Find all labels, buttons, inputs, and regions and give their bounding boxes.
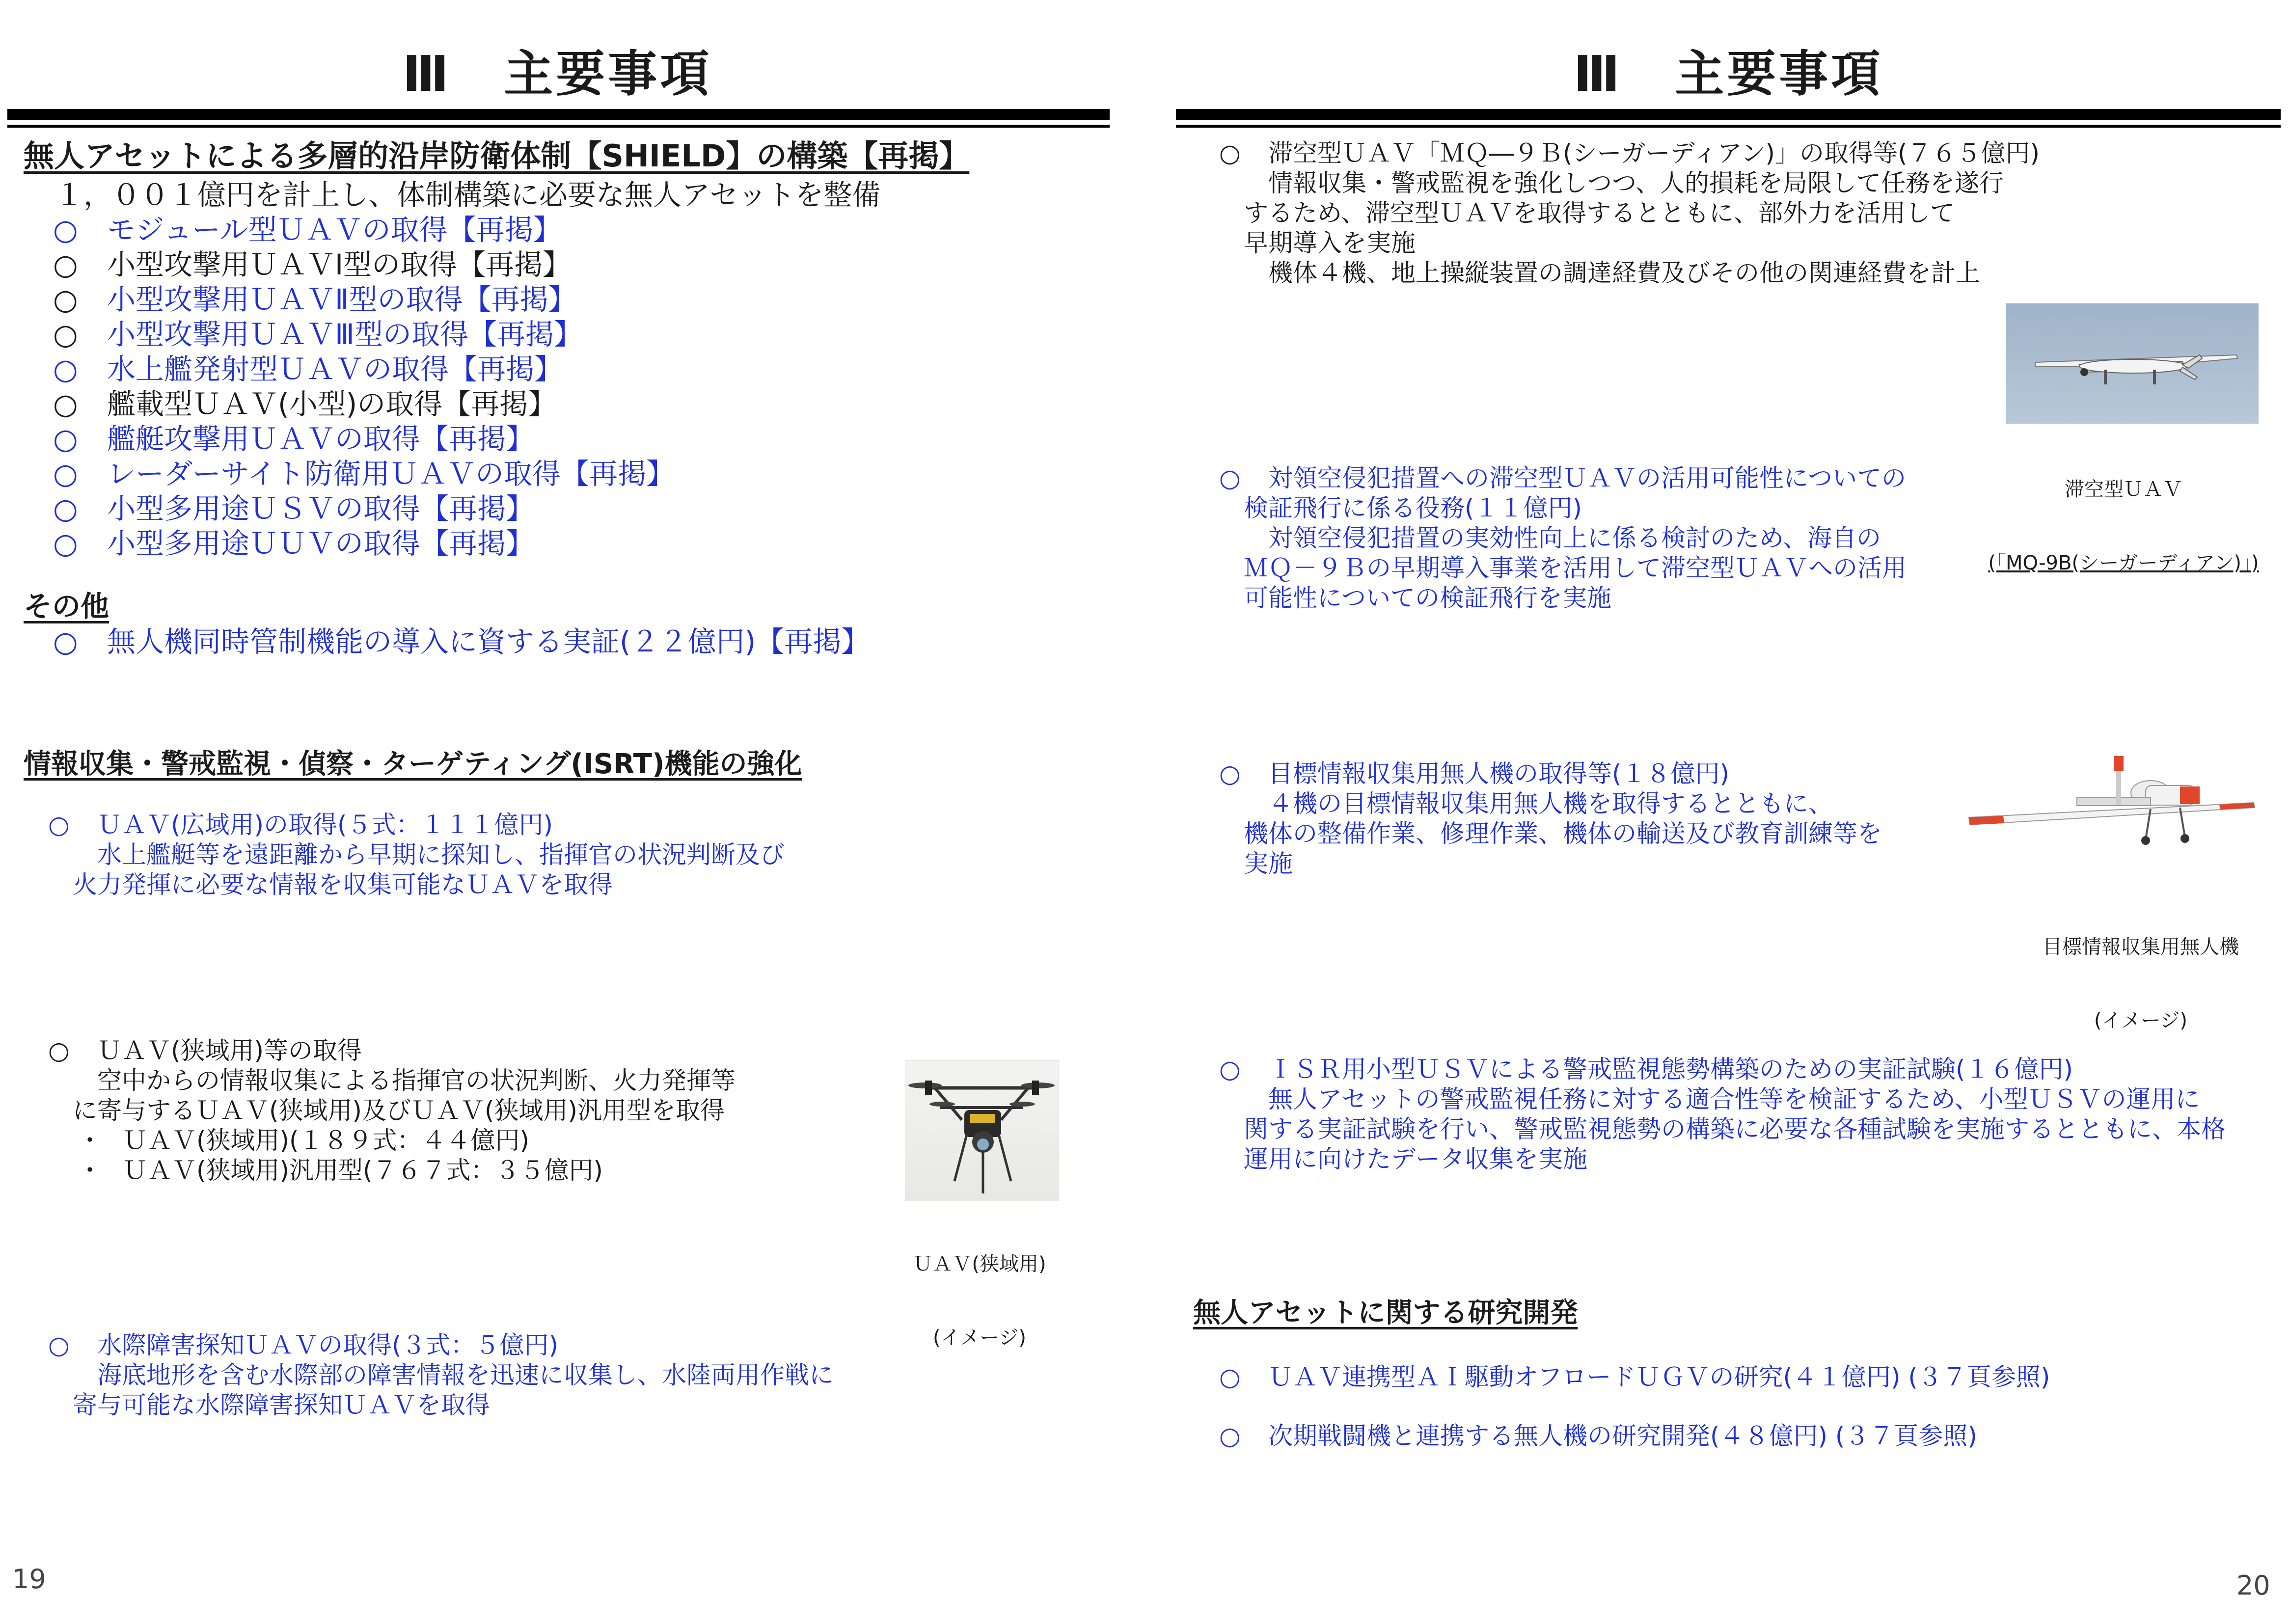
shield-item-text: 艦載型ＵＡＶ(小型)の取得【再掲】 bbox=[107, 387, 557, 421]
caption-line: 目標情報収集用無人機 bbox=[2043, 936, 2239, 958]
target-drone-line: ４機の目標情報収集用無人機を取得するとともに、 bbox=[1268, 789, 1833, 818]
bullet-icon: ○ bbox=[53, 457, 78, 490]
other-heading: その他 bbox=[24, 590, 109, 623]
right-title-rule-thin bbox=[1176, 125, 2281, 128]
isr-usv-line: 無人アセットの警戒監視任務に対する適合性等を検証するため、小型ＵＳＶの運用に bbox=[1268, 1085, 2200, 1113]
isr-usv-block bbox=[1219, 1055, 2226, 1174]
verification-title-line: 検証飛行に係る役務(１１億円) bbox=[1244, 494, 1582, 522]
mq9b-line: 情報収集・警戒監視を強化しつつ、人的損耗を局限して任務を遂行 bbox=[1268, 169, 2004, 197]
mq9b-title-text: 滞空型ＵＡＶ「ＭＱ―９Ｂ(シーガーディアン)」の取得等(７６５億円) bbox=[1268, 139, 2040, 167]
target-drone-line: 実施 bbox=[1244, 849, 1293, 878]
target-drone-block bbox=[1219, 759, 1882, 879]
dot-bullet-icon: ・ bbox=[78, 1126, 102, 1155]
uav-littoral-block bbox=[48, 1330, 834, 1420]
research-item-text: 次期戦闘機と連携する無人機の研究開発(４８億円) (３７頁参照) bbox=[1268, 1422, 1977, 1450]
mq9b-title bbox=[1219, 138, 2040, 168]
uav-narrow-line: に寄与するＵＡＶ(狭域用)及びＵＡＶ(狭域用)汎用型を取得 bbox=[73, 1096, 725, 1125]
shield-item bbox=[53, 387, 675, 422]
shield-item-text: 小型攻撃用ＵＡＶⅠ型の取得【再掲】 bbox=[107, 248, 572, 281]
other-item-text: 無人機同時管制機能の導入に資する実証(２２億円)【再掲】 bbox=[107, 625, 870, 658]
uav-wide-title-text: ＵＡＶ(広域用)の取得(５式：１１１億円) bbox=[97, 811, 553, 839]
mq9b-line: 早期導入を実施 bbox=[1244, 229, 1416, 257]
bullet-icon: ○ bbox=[53, 318, 78, 351]
shield-item bbox=[53, 317, 675, 352]
shield-item bbox=[53, 526, 675, 561]
right-page-title: Ⅲ 主要事項 bbox=[1573, 45, 1883, 103]
uav-littoral-title-text: 水際障害探知ＵＡＶの取得(３式：５億円) bbox=[97, 1331, 559, 1359]
verification-line: 可能性についての検証飛行を実施 bbox=[1244, 584, 1611, 612]
quadcopter-drone-icon bbox=[905, 1061, 1059, 1201]
bullet-icon: ○ bbox=[53, 387, 78, 421]
isrt-heading: 情報収集・警戒監視・偵察・ターゲティング(ISRT)機能の強化 bbox=[24, 748, 802, 780]
shield-item-text: 艦艇攻撃用ＵＡＶの取得【再掲】 bbox=[107, 422, 535, 456]
target-drone-title bbox=[1219, 759, 1882, 789]
bullet-icon: ○ bbox=[48, 1036, 70, 1065]
left-page-title: Ⅲ 主要事項 bbox=[402, 45, 712, 103]
uav-wide-line: 火力発揮に必要な情報を収集可能なＵＡＶを取得 bbox=[73, 870, 613, 899]
shield-summary: １，００１億円を計上し、体制構築に必要な無人アセットを整備 bbox=[55, 178, 881, 212]
left-title-rule bbox=[7, 109, 1110, 120]
bullet-icon: ○ bbox=[1219, 1422, 1241, 1450]
uav-littoral-title bbox=[48, 1330, 834, 1360]
research-item-text: ＵＡＶ連携型ＡＩ駆動オフロードＵＧＶの研究(４１億円) (３７頁参照) bbox=[1268, 1363, 2050, 1391]
verification-line: 対領空侵犯措置の実効性向上に係る検討のため、海自の bbox=[1268, 524, 1881, 552]
shield-item-text: 水上艦発射型ＵＡＶの取得【再掲】 bbox=[107, 352, 563, 386]
uav-narrow-title-text: ＵＡＶ(狭域用)等の取得 bbox=[97, 1036, 362, 1065]
caption-line: (イメージ) bbox=[2094, 1009, 2187, 1032]
quadcopter-caption bbox=[874, 1203, 1085, 1375]
research-heading: 無人アセットに関する研究開発 bbox=[1193, 1297, 1578, 1329]
bullet-icon: ○ bbox=[53, 352, 78, 386]
shield-item bbox=[53, 457, 675, 491]
left-title-rule-thin bbox=[7, 125, 1110, 128]
mq9b-caption bbox=[1957, 428, 2289, 600]
bullet-icon: ○ bbox=[53, 625, 78, 658]
bullet-icon: ○ bbox=[53, 422, 78, 456]
right-title-rule bbox=[1176, 109, 2281, 120]
shield-item bbox=[53, 282, 675, 317]
right-page-number: 20 bbox=[2236, 1570, 2270, 1601]
isr-usv-title bbox=[1219, 1055, 2226, 1084]
shield-item-list bbox=[53, 213, 675, 561]
left-page-number: 19 bbox=[12, 1564, 46, 1595]
verification-line: ＭＱ－９Ｂの早期導入事業を活用して滞空型ＵＡＶへの活用 bbox=[1244, 554, 1907, 582]
mq9b-image bbox=[2006, 303, 2259, 424]
research-item bbox=[1219, 1421, 1977, 1451]
isr-usv-title-text: ＩＳＲ用小型ＵＳＶによる警戒監視態勢構築のための実証試験(１６億円) bbox=[1268, 1055, 2073, 1083]
target-drone-aircraft-icon bbox=[1964, 746, 2259, 859]
shield-item bbox=[53, 422, 675, 457]
caption-line: (「MQ-9B(シーガーディアン)」) bbox=[1988, 552, 2259, 574]
mq9b-line: するため、滞空型ＵＡＶを取得するとともに、部外力を活用して bbox=[1244, 199, 1955, 227]
uav-littoral-line: 寄与可能な水際障害探知ＵＡＶを取得 bbox=[73, 1391, 490, 1419]
shield-item bbox=[53, 247, 675, 282]
isr-usv-line: 関する実証試験を行い、警戒監視態勢の構築に必要な各種試験を実施するとともに、本格 bbox=[1244, 1115, 2226, 1143]
bullet-icon: ○ bbox=[1219, 464, 1241, 492]
uav-littoral-line: 海底地形を含む水際部の障害情報を迅速に収集し、水陸両用作戦に bbox=[97, 1361, 834, 1389]
uav-wide-block bbox=[48, 810, 785, 900]
uav-narrow-sub-text: ＵＡＶ(狭域用)汎用型(７６７式：３５億円) bbox=[123, 1156, 603, 1185]
shield-item-text: 小型攻撃用ＵＡＶⅢ型の取得【再掲】 bbox=[107, 318, 582, 351]
shield-item bbox=[53, 491, 675, 526]
bullet-icon: ○ bbox=[48, 811, 70, 839]
isr-usv-line: 運用に向けたデータ収集を実施 bbox=[1244, 1145, 1587, 1173]
bullet-icon: ○ bbox=[53, 492, 78, 525]
bullet-icon: ○ bbox=[1219, 759, 1241, 788]
target-drone-caption bbox=[2003, 886, 2278, 1057]
mq9b-aircraft-icon bbox=[2006, 303, 2259, 424]
target-drone-line: 機体の整備作業、修理作業、機体の輸送及び教育訓練等を bbox=[1244, 819, 1882, 848]
shield-heading: 無人アセットによる多層的沿岸防衛体制【SHIELD】の構築【再掲】 bbox=[24, 138, 970, 174]
uav-wide-line: 水上艦艇等を遠距離から早期に探知し、指揮官の状況判断及び bbox=[97, 840, 785, 869]
bullet-icon: ○ bbox=[53, 527, 78, 560]
uav-narrow-block bbox=[48, 1036, 736, 1186]
shield-item-text: モジュール型ＵＡＶの取得【再掲】 bbox=[107, 213, 562, 246]
shield-item-text: レーダーサイト防衛用ＵＡＶの取得【再掲】 bbox=[107, 457, 675, 490]
target-drone-image bbox=[1964, 746, 2259, 859]
bullet-icon: ○ bbox=[1219, 1363, 1241, 1391]
uav-narrow-title bbox=[48, 1036, 736, 1066]
verification-title-text: 対領空侵犯措置への滞空型ＵＡＶの活用可能性についての bbox=[1268, 464, 1906, 492]
dot-bullet-icon: ・ bbox=[78, 1156, 102, 1185]
uav-narrow-line: 空中からの情報収集による指揮官の状況判断、火力発揮等 bbox=[97, 1066, 736, 1095]
verification-block bbox=[1219, 463, 1907, 613]
caption-line: ＵＡＶ(狭域用) bbox=[913, 1253, 1046, 1275]
bullet-icon: ○ bbox=[53, 213, 78, 246]
bullet-icon: ○ bbox=[1219, 1055, 1241, 1083]
uav-narrow-sub-item bbox=[48, 1126, 736, 1156]
shield-item-text: 小型多用途ＵＳＶの取得【再掲】 bbox=[107, 492, 535, 525]
shield-item bbox=[53, 213, 675, 247]
mq9b-block bbox=[1219, 138, 2040, 288]
verification-title bbox=[1219, 463, 1907, 493]
bullet-icon: ○ bbox=[1219, 139, 1241, 167]
caption-line: (イメージ) bbox=[932, 1326, 1026, 1349]
mq9b-line: 機体４機、地上操縦装置の調達経費及びその他の関連経費を計上 bbox=[1268, 259, 1980, 287]
shield-item bbox=[53, 352, 675, 387]
bullet-icon: ○ bbox=[53, 248, 78, 281]
quadcopter-image bbox=[905, 1060, 1059, 1201]
uav-narrow-sub-item bbox=[48, 1156, 736, 1186]
bullet-icon: ○ bbox=[53, 283, 78, 316]
other-item bbox=[53, 624, 870, 659]
research-item bbox=[1219, 1362, 2050, 1392]
uav-wide-title bbox=[48, 810, 785, 840]
shield-item-text: 小型多用途ＵＵＶの取得【再掲】 bbox=[107, 527, 535, 560]
shield-item-text: 小型攻撃用ＵＡＶⅡ型の取得【再掲】 bbox=[107, 283, 577, 316]
caption-line: 滞空型ＵＡＶ bbox=[2065, 478, 2182, 501]
target-drone-title-text: 目標情報収集用無人機の取得等(１８億円) bbox=[1268, 759, 1730, 788]
uav-narrow-sub-text: ＵＡＶ(狭域用)(１８９式：４４億円) bbox=[123, 1126, 530, 1155]
bullet-icon: ○ bbox=[48, 1331, 70, 1359]
